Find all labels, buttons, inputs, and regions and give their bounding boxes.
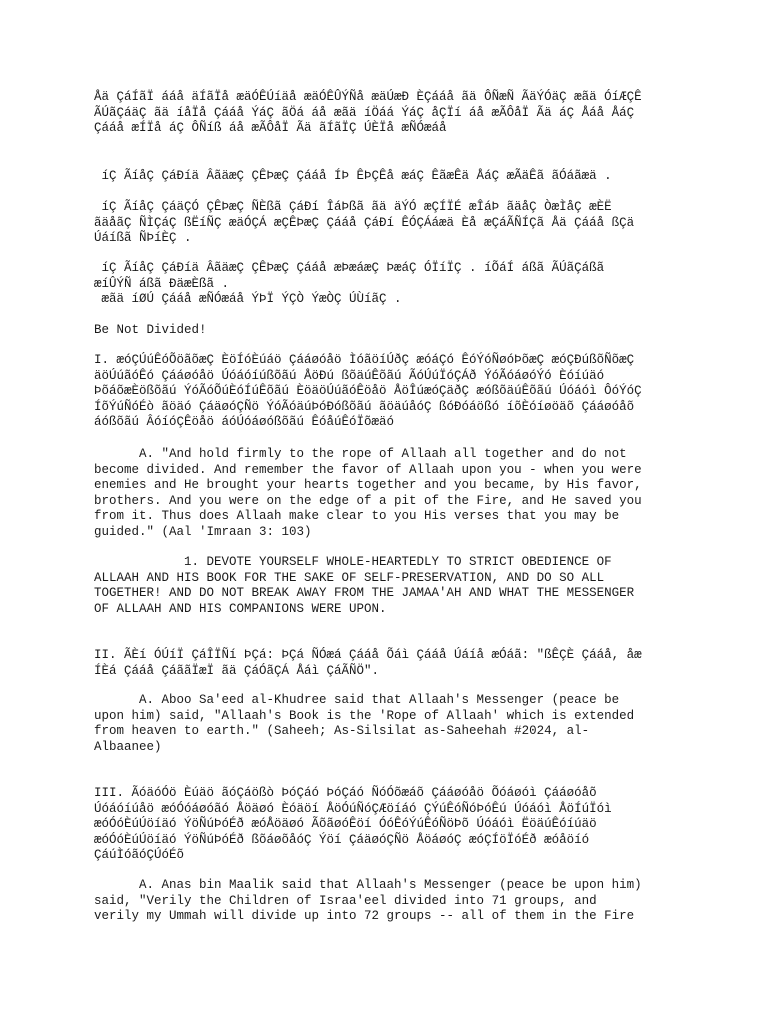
- arabic-verse-1-garbled: íÇ ÃíåÇ ÇáÐíä ÂãäæÇ ÇÊÞæÇ Çááå ÍÞ ÊÞÇÊå æáÇ ÊãæÊä ÅáÇ æÃäÊã ãÓáãæä .: [94, 169, 612, 183]
- arabic-hadith-2-garbled: III. ÃóäóÓö Èúäö ãóÇáößò ÞóÇáó ÞóÇáó ÑóÓõæáõ Çááøóåö Õóáøóì Çááøóåõ Úóáóíúåö æóÓóáøóãó Åöäøó Èóäöí ÅöÓúÑóÇÆöíáó ÇÝúÊóÑóÞóÊú Úóáóì ÅöÍúÏóì æóÓóÈúÚöíäó ÝöÑúÞóÉð æóÅöäøó ÃõãøóÊöí ÓóÊóÝúÊóÑöÞõ Úóáóì ËöäúÊóíúäö æóÓóÈúÚöíäó ÝöÑúÞóÉð ßõáøõåóÇ Ýöí ÇáäøóÇÑö ÅöáøóÇ æóÇÍöÏóÉð æóåöíó ÇáúÌóãóÇÚóÉõ: [94, 786, 612, 863]
- translation-paragraph-a2: A. Aboo Sa'eed al-Khudree said that Allaah's Messenger (peace be upon him) said, "Allaah's Book is the 'Rope of Allaah' which is extended from heaven to earth." (Saheeh; As-Silsilat as-Saheehah #2024, al- Albaanee): [94, 693, 635, 754]
- section-heading: Be Not Divided!: [94, 323, 207, 337]
- arabic-hadith-1-garbled: II. ÃÈí ÓÚíÏ ÇáÎÏÑí ÞÇá: ÞÇá ÑÓæá Çááå Õáì Çááå Úáíå æÓáã: "ßÊÇÈ Çááå, åæ ÍÈá Çááå ÇáããÏæÏ ãä ÇáÓãÇÁ Åáì ÇáÃÑÖ".: [94, 648, 642, 678]
- arabic-opening-garbled: Åä ÇáÍãÏ ááå äÍãÏå æäÓÊÚíäå æäÓÊÛÝÑå æäÚæÐ ÈÇááå ãä ÔÑæÑ ÃäÝÓäÇ æãä ÓíÆÇÊ ÃÚãÇáäÇ ãä íåÏå Çááå ÝáÇ ãÖá áå æãä íÖáá ÝáÇ åÇÏí áå æÃÔåÏ Ãä áÇ Åáå ÅáÇ Çááå æÍÏå áÇ ÔÑíß áå æÃÔåÏ Ãä ãÍãÏÇ ÚÈÏå æÑÓæáå: [94, 90, 642, 136]
- arabic-verse-3-garbled: íÇ ÃíåÇ ÇáÐíä ÂãäæÇ ÇÊÞæÇ Çááå æÞæáæÇ ÞæáÇ ÓÏíÏÇ . íÕáÍ áßã ÃÚãÇáßã æíÛÝÑ áßã ÐäæÈßã . æãä íØÚ Çááå æÑÓæáå ÝÞÏ ÝÇÒ ÝæÒÇ ÚÙíãÇ .: [94, 261, 605, 307]
- translation-paragraph-a1: A. "And hold firmly to the rope of Allaah all together and do not become divided. And remember the favor of Allaah upon you - when you were enemies and He brought your hearts together and you became, by His favor, brothers. And you were on the edge of a pit of the Fire, and He saved you from it. Thus does Allaah make clear to you His verses that you may be guided." (Aal 'Imraan 3: 103): [94, 447, 642, 539]
- translation-paragraph-a3: A. Anas bin Maalik said that Allaah's Messenger (peace be upon him) said, "Verily the Children of Israa'eel divided into 71 groups, and verily my Ummah will divide up into 72 groups -- all of them in the Fire: [94, 878, 642, 924]
- arabic-quran-garbled: I. æóÇÚúÊóÕöãõæÇ ÈöÍóÈúáö Çááøóåö ÌóãöíÚðÇ æóáÇó ÊóÝóÑøóÞõæÇ æóÇÐúßõÑõæÇ äöÚúãóÊó Çááøóåö Úóáóíúßõãú ÅöÐú ßõäúÊõãú ÃóÚúÏóÇÁð ÝóÃóáøóÝó Èóíúäó ÞõáõæÈößõãú ÝóÃóÕúÈóÍúÊõãú ÈöäöÚúãóÊöåö ÅöÎúæóÇäðÇ æóßõäúÊõãú Úóáóì ÔóÝóÇ ÍõÝúÑóÉò ãöäó ÇáäøóÇÑö ÝóÃóäúÞóÐóßõãú ãöäúåóÇ ßóÐóáößó íõÈóíøöäõ Çááøóåõ áóßõãú ÂóíóÇÊöåö áóÚóáøóßõãú ÊóåúÊóÏõæäó: [94, 353, 642, 430]
- heading-paragraph-devote: 1. DEVOTE YOURSELF WHOLE-HEARTEDLY TO STRICT OBEDIENCE OF ALLAAH AND HIS BOOK FOR THE SAKE OF SELF-PRESERVATION, AND DO SO ALL TOGETHER! AND DO NOT BREAK AWAY FROM THE JAMAA'AH AND WHAT THE MESSENGER OF ALLAAH AND HIS COMPANIONS WERE UPON.: [94, 555, 635, 616]
- arabic-verse-2-garbled: íÇ ÃíåÇ ÇáäÇÓ ÇÊÞæÇ ÑÈßã ÇáÐí ÎáÞßã ãä äÝÓ æÇÍÏÉ æÎáÞ ãäåÇ ÒæÌåÇ æÈË ãäåãÇ ÑÌÇáÇ ßËíÑÇ æäÓÇÁ æÇÊÞæÇ Çááå ÇáÐí ÊÓÇÁáæä Èå æÇáÃÑÍÇã Åä Çááå ßÇä Úáíßã ÑÞíÈÇ .: [94, 200, 635, 246]
